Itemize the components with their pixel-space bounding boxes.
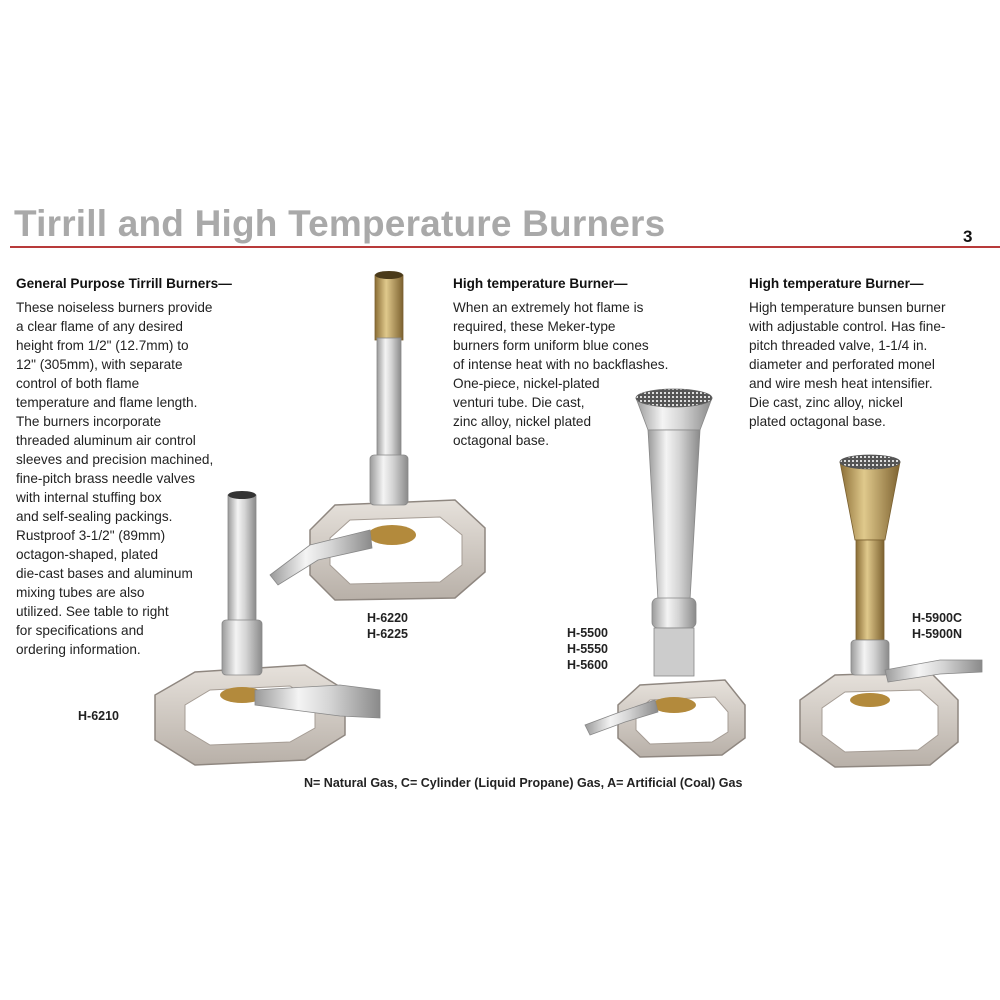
text-line: with adjustable control. Has fine- [749,319,946,334]
text-line: octagon-shaped, plated [16,547,159,562]
page-number: 3 [963,227,973,246]
text-line: burners form uniform blue cones [453,338,649,353]
gas-type-footnote: N= Natural Gas, C= Cylinder (Liquid Propane) Gas, A= Artificial (Coal) Gas [304,776,743,790]
text-line: control of both flame [16,376,140,391]
text-line: and self-sealing packings. [16,509,173,524]
model-number: H-6225 [367,627,408,641]
page-title: Tirrill and High Temperature Burners [14,203,666,244]
text-line: venturi tube. Die cast, [453,395,585,410]
model-number: H-6220 [367,611,408,625]
text-line: mixing tubes are also [16,585,145,600]
text-line: 12" (305mm), with separate [16,357,183,372]
model-label-h6220 [367,610,408,642]
text-line: temperature and flame length. [16,395,198,410]
tirrill-heading: General Purpose Tirrill Burners— [16,276,232,291]
meker-heading: High temperature Burner— [453,276,628,291]
model-number: H-5550 [567,642,608,656]
text-line: ordering information. [16,642,141,657]
text-line: and wire mesh heat intensifier. [749,376,933,391]
text-line: for specifications and [16,623,144,638]
text-line: When an extremely hot flame is [453,300,644,315]
text-line: required, these Meker-type [453,319,616,334]
text-line: fine-pitch brass needle valves [16,471,196,486]
text-line: pitch threaded valve, 1-1/4 in. [749,338,928,353]
model-label-h6210 [78,708,119,724]
model-number: H-5500 [567,626,608,640]
bunsen-heading: High temperature Burner— [749,276,924,291]
text-line: a clear flame of any desired [16,319,183,334]
model-number: H-5600 [567,658,608,672]
text-line: Rustproof 3-1/2" (89mm) [16,528,166,543]
text-line: sleeves and precision machined, [16,452,214,467]
text-line: plated octagonal base. [749,414,886,429]
model-number: H-5900C [912,611,963,625]
model-label-h5900 [912,610,962,642]
text-line: die-cast bases and aluminum [16,566,193,581]
text-line: Die cast, zinc alloy, nickel [749,395,903,410]
text-line: diameter and perforated monel [749,357,935,372]
burner-h6220-image [270,271,485,600]
text-line: of intense heat with no backflashes. [453,357,669,372]
model-number: H-5900N [912,627,963,641]
text-line: octagonal base. [453,433,549,448]
text-line: High temperature bunsen burner [749,300,946,315]
text-line: The burners incorporate [16,414,162,429]
text-line: height from 1/2" (12.7mm) to [16,338,189,353]
model-label-h5500 [567,625,608,673]
text-line: threaded aluminum air control [16,433,196,448]
burner-h5500-image [585,389,745,757]
text-line: with internal stuffing box [16,490,162,505]
text-line: utilized. See table to right [16,604,169,619]
model-number: H-6210 [78,709,119,723]
text-line: These noiseless burners provide [16,300,213,315]
text-line: One-piece, nickel-plated [453,376,600,391]
text-line: zinc alloy, nickel plated [453,414,592,429]
